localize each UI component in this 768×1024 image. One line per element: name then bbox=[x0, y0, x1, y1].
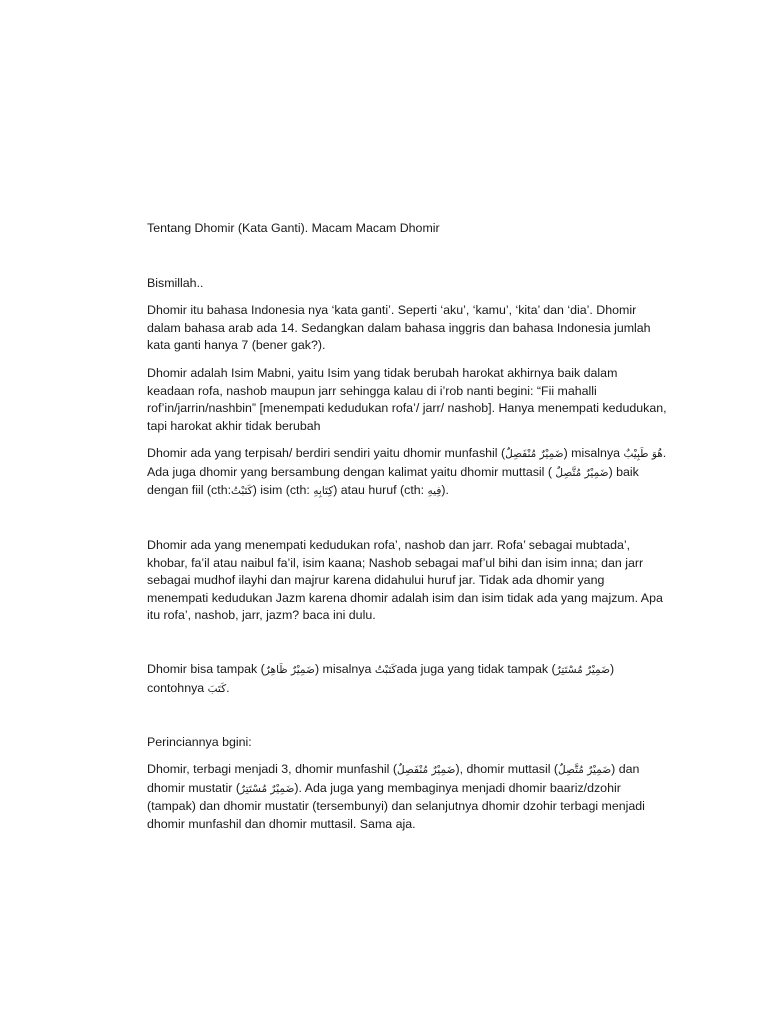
arabic-term: ضَمِيْرٌ مُنْفَصِلٌ bbox=[396, 764, 456, 776]
section-heading: Perinciannya bgini: bbox=[147, 735, 252, 749]
arabic-term: كِتَابِهِ bbox=[313, 485, 334, 498]
arabic-term: ضَمِيْرٌ مُتَّصِلٌ bbox=[555, 466, 609, 479]
arabic-term: ضَمِيْرٌ مُنْفَصِلٌ bbox=[505, 448, 564, 460]
text-run: Dhomir bisa tampak ( bbox=[147, 662, 265, 676]
paragraph-tampak bbox=[147, 661, 667, 698]
arabic-term: كَتَبْتُ bbox=[374, 664, 397, 676]
arabic-term: هُوَ طَبِيْبٌ bbox=[623, 448, 663, 460]
text-run: . Ada juga dhomir yang bersambung dengan kalimat yaitu dhomir muttasil ( bbox=[147, 446, 667, 479]
text-run: ) dan dhomir mustatir ( bbox=[147, 762, 640, 795]
greeting: Bismillah.. bbox=[147, 276, 204, 290]
paragraph-pembagian bbox=[147, 761, 667, 833]
document-page bbox=[147, 0, 667, 1024]
text-run: ) misalnya bbox=[314, 662, 375, 676]
text-run: ) atau huruf (cth: bbox=[333, 483, 428, 498]
arabic-term: كَتَبَ bbox=[207, 682, 227, 695]
text-run: ). Ada juga yang membaginya menjadi dhomir baariz/dzohir (tampak) dan dhomir mustatir (tersembunyi) dan selanjutnya dhomir dzohir terbagi menjadi dhomir munfashil dan dhomir muttasil. Sama aja. bbox=[147, 780, 645, 831]
document-title: Tentang Dhomir (Kata Ganti). Macam Macam Dhomir bbox=[147, 221, 440, 235]
paragraph-munfashil-muttasil bbox=[147, 445, 667, 501]
text-run: ), dhomir muttasil ( bbox=[455, 762, 559, 776]
text-run: ) misalnya bbox=[563, 446, 624, 460]
arabic-term: ضَمِيْرٌ مُتَّصِلٌ bbox=[558, 764, 612, 776]
text-run: . bbox=[226, 680, 230, 695]
arabic-term: كَتَبْتُ bbox=[231, 485, 253, 498]
text-run: Dhomir ada yang terpisah/ berdiri sendiri yaitu dhomir munfashil ( bbox=[147, 446, 506, 460]
arabic-term: ضَمِيْرٌ مُسْتَتِرٌ bbox=[555, 664, 611, 676]
text-run: Dhomir, terbagi menjadi 3, dhomir munfashil ( bbox=[147, 762, 397, 776]
text-run: ) contohnya bbox=[147, 662, 615, 695]
text-run: ) isim (cth: bbox=[252, 483, 314, 498]
text-run: ) baik dengan fiil (cth: bbox=[147, 464, 639, 498]
paragraph-definition: Dhomir itu bahasa Indonesia nya ‘kata ganti’. Seperti ‘aku’, ‘kamu’, ‘kita’ dan ‘dia’. Dhomir dalam bahasa arab ada 14. Sedangkan dalam bahasa inggris dan bahasa Indonesia jumlah kata ganti hanya 7 (bener gak?). bbox=[147, 303, 651, 353]
text-run: ). bbox=[441, 483, 449, 498]
paragraph-kedudukan: Dhomir ada yang menempati kedudukan rofa’, nashob dan jarr. Rofa’ sebagai mubtada’, khobar, fa’il atau naibul fa’il, isim kaana; Nashob sebagai maf’ul bihi dan isim inna; dan jarr sebagai mudhof ilayhi dan majrur karena didahului huruf jar. Tidak ada dhomir yang menempati kedudukan Jazm karena dhomir adalah isim dan isim tidak ada yang majzum. Apa itu rofa’, nashob, jarr, jazm? baca ini dulu. bbox=[147, 538, 663, 623]
arabic-term: ضَمِيْرٌ ظَاهِرٌ bbox=[264, 664, 315, 676]
arabic-term: ضَمِيْرٌ مُسْتَتِرٌ bbox=[239, 782, 295, 795]
paragraph-isim-mabni: Dhomir adalah Isim Mabni, yaitu Isim yang tidak berubah harokat akhirnya baik dalam keadaan rofa, nashob maupun jarr sehingga kalau di i’rob nanti begini: “Fii mahalli rof’in/jarrin/nashbin” [menempati kedudukan rofa’/ jarr/ nashob]. Hanya menempati kedudukan, tapi harokat akhir tidak berubah bbox=[147, 366, 667, 433]
text-run: ada juga yang tidak tampak ( bbox=[396, 662, 556, 676]
arabic-term: فِيهِ bbox=[427, 485, 442, 498]
